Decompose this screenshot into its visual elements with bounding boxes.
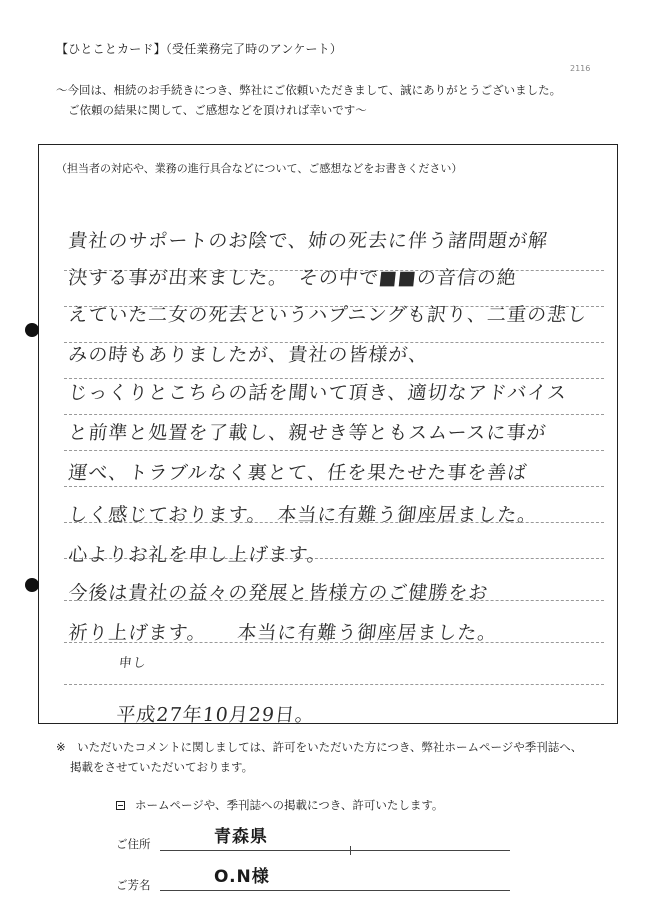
handwritten-line: えていた二女の死去というハプニングも訳り、二重の悲し [67, 304, 589, 326]
consent-checkbox[interactable] [116, 801, 125, 810]
address-underline [160, 850, 510, 851]
handwritten-line: みの時もありましたが、貴社の皆様が、 [67, 344, 430, 366]
ruled-line [64, 684, 604, 685]
handwritten-line: 祈り上げます。 本当に有難う御座居ました。 [67, 622, 499, 644]
handwritten-line: 心よりお礼を申し上げます。 [67, 544, 329, 566]
notice-text [56, 737, 582, 777]
binder-hole [25, 323, 39, 337]
intro-line: ご依頼の結果に関して、ご感想などを頂ければ幸いです〜 [68, 103, 367, 117]
ruled-line [64, 450, 604, 451]
address-label: ご住所 [116, 837, 151, 851]
name-value[interactable]: O.N様 [214, 867, 270, 887]
comment-box-hint: （担当者の対応や、業務の進行具合などについて、ご感想などをお書きください） [56, 162, 463, 175]
handwritten-line: 運べ、トラブルなく裏とて、任を果たせた事を善ば [67, 462, 529, 484]
consent-row [116, 797, 443, 813]
handwritten-line: じっくりとこちらの話を聞いて頂き、適切なアドバイス [67, 382, 569, 404]
handwritten-line: 貴社のサポートのお陰で、姉の死去に伴う諸問題が解 [67, 230, 550, 252]
form-title: 【ひとことカード】（受任業務完了時のアンケート） [56, 42, 343, 56]
intro-text [56, 80, 561, 120]
handwritten-date: 平成27年10月29日。 [115, 704, 317, 726]
ruled-line [64, 486, 604, 487]
handwritten-line: と前準と処置を了載し、親せき等ともスムースに事が [67, 422, 548, 444]
notice-line: 掲載をさせていただいております。 [70, 760, 254, 774]
binder-hole [25, 578, 39, 592]
name-underline [160, 890, 510, 891]
handwritten-line: 今後は貴社の益々の発展と皆様方のご健勝をお [67, 582, 490, 604]
ruled-line [64, 414, 604, 415]
receipt-stamp: 2116 [570, 64, 591, 73]
handwritten-line: 決する事が出来ました。 その中で■■の音信の絶 [67, 267, 518, 289]
consent-label: ホームページや、季刊誌への掲載につき、許可いたします。 [135, 798, 444, 812]
handwritten-insertion: 申し [118, 656, 148, 671]
address-value[interactable]: 青森県 [214, 827, 268, 847]
handwritten-line: しく感じております。 本当に有難う御座居ました。 [67, 504, 539, 526]
name-label: ご芳名 [116, 878, 151, 892]
intro-line: 〜今回は、相続のお手続きにつき、弊社にご依頼いただきまして、誠にありがとうございました。 [56, 83, 562, 97]
notice-line: ※ いただいたコメントに関しましては、許可をいただいた方につき、弊社ホームページや季刊誌へ、 [56, 740, 583, 754]
